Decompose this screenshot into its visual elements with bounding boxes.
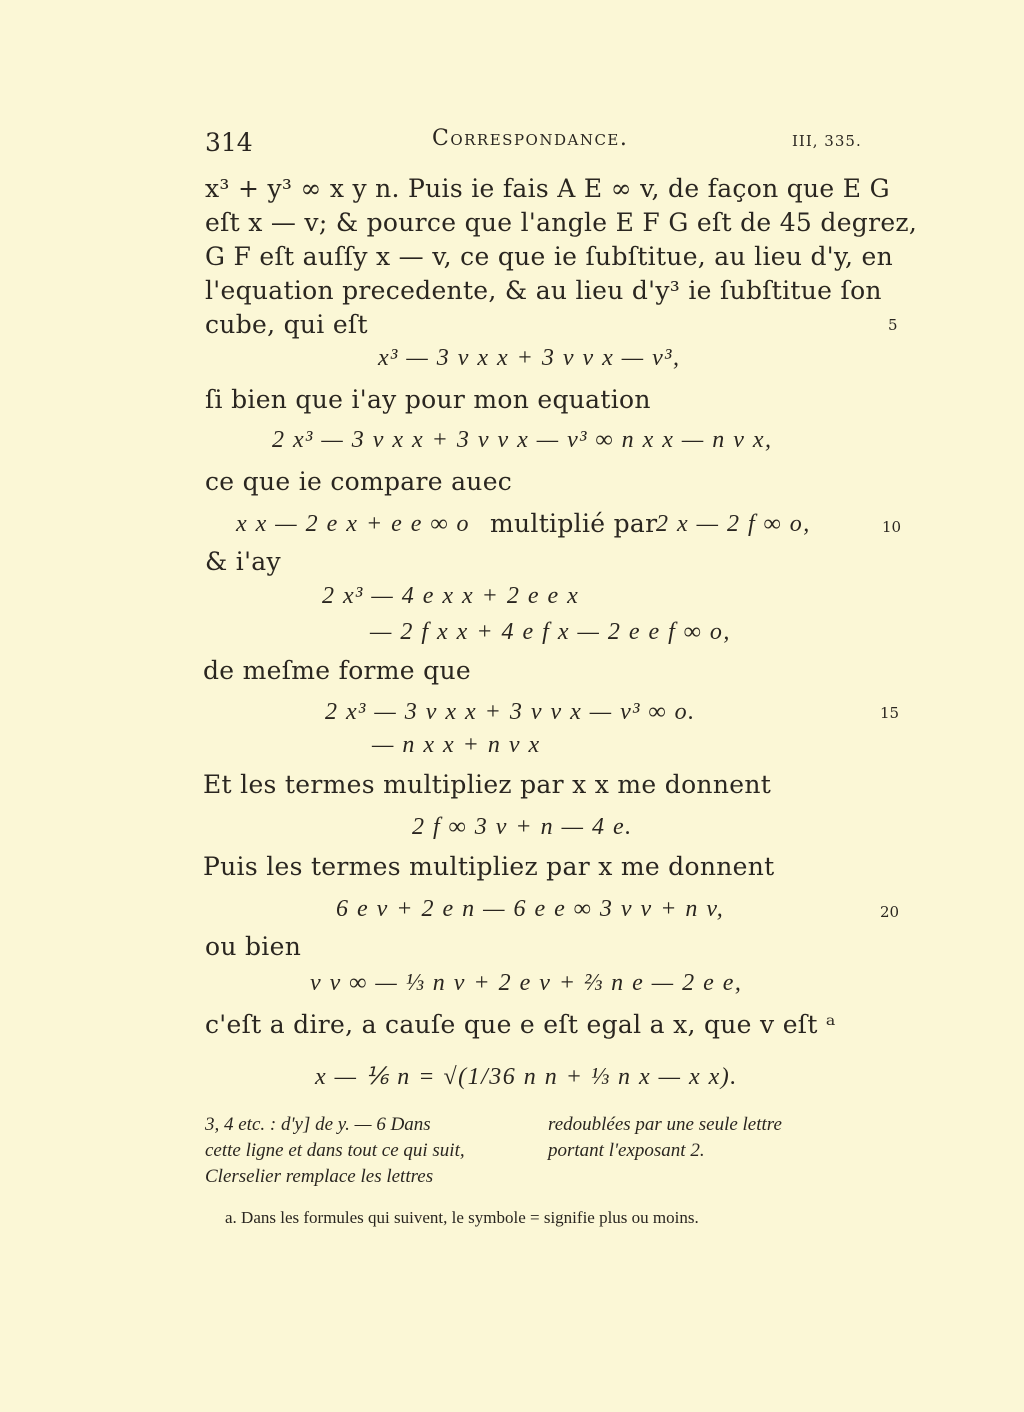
equation-3-words: multiplié par: [490, 509, 658, 538]
equation-5-line-2: — n x x + n v x: [372, 732, 541, 758]
equation-5-line-1: 2 x³ — 3 v x x + 3 v v x — v³ ∞ o.: [325, 699, 696, 725]
text-line-12: ou bien: [205, 932, 302, 961]
footnote-left-3: Clerselier remplace les lettres: [205, 1166, 434, 1187]
equation-4-line-1: 2 x³ — 4 e x x + 2 e e x: [322, 583, 580, 609]
page-number: 314: [205, 128, 253, 157]
line-number-20: 20: [880, 903, 900, 921]
equation-3-right: 2 x — 2 f ∞ o,: [656, 511, 811, 537]
equation-8: v v ∞ — ⅓ n v + 2 e v + ⅔ n e — 2 e e,: [310, 970, 743, 996]
text-line-3: G F eſt auſſy x — v, ce que ie ſubſtitue, au lieu d'y, en: [205, 242, 894, 271]
footnote-right-1: redoublées par une seule lettre: [548, 1114, 782, 1135]
text-line-2: eſt x — v; & pource que l'angle E F G eſt de 45 degrez,: [205, 208, 918, 237]
text-line-5: cube, qui eſt: [205, 310, 368, 339]
text-line-8: & i'ay: [205, 547, 281, 576]
footnote-left-1: 3, 4 etc. : d'y] de y. — 6 Dans: [205, 1114, 431, 1135]
running-title: Correspondance.: [432, 126, 629, 151]
equation-3-left: x x — 2 e x + e e ∞ o: [236, 511, 471, 537]
equation-4-line-2: — 2 f x x + 4 e f x — 2 e e f ∞ o,: [370, 619, 731, 645]
line-number-15: 15: [880, 704, 900, 722]
footnote-a: a. Dans les formules qui suivent, le symbole = signifie plus ou moins.: [225, 1208, 699, 1227]
equation-9: x — ⅙ n = √(1/36 n n + ⅓ n x — x x).: [315, 1064, 738, 1090]
text-line-9: de meſme forme que: [203, 656, 471, 685]
line-number-5: 5: [888, 316, 898, 334]
equation-7: 6 e v + 2 e n — 6 e e ∞ 3 v v + n v,: [336, 896, 725, 922]
footnote-left-2: cette ligne et dans tout ce qui suit,: [205, 1140, 465, 1161]
equation-6: 2 f ∞ 3 v + n — 4 e.: [412, 814, 633, 840]
line-number-10: 10: [882, 518, 902, 536]
equation-2: 2 x³ — 3 v x x + 3 v v x — v³ ∞ n x x — n v x,: [272, 427, 773, 453]
text-line-10: Et les termes multipliez par x x me donnent: [203, 770, 772, 799]
text-line-1: x³ + y³ ∞ x y n. Puis ie fais A E ∞ v, de façon que E G: [205, 174, 890, 203]
footnote-right-2: portant l'exposant 2.: [548, 1140, 705, 1161]
text-line-6: ſi bien que i'ay pour mon equation: [205, 385, 651, 414]
text-line-4: l'equation precedente, & au lieu d'y³ ie ſubſtitue ſon: [205, 276, 882, 305]
text-line-13: c'eſt a dire, a cauſe que e eſt egal a x, que v eſt ᵃ: [205, 1010, 836, 1039]
edition-reference: III, 335.: [792, 132, 862, 150]
text-line-7: ce que ie compare auec: [205, 467, 513, 496]
text-line-11: Puis les termes multipliez par x me donnent: [203, 852, 775, 881]
equation-1: x³ — 3 v x x + 3 v v x — v³,: [378, 345, 681, 371]
